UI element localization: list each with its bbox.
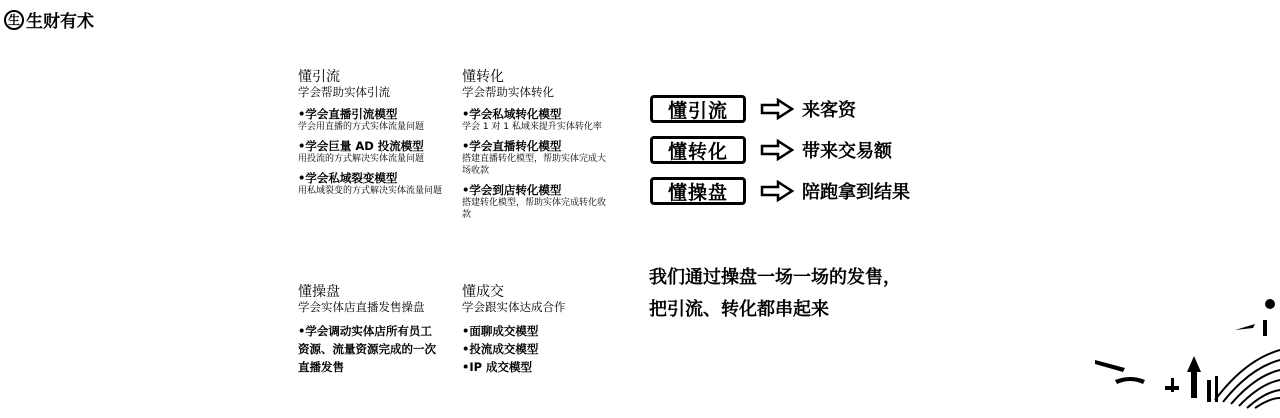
item-title: •学会到店转化模型 — [462, 183, 562, 197]
item-desc: 用私域裂变的方式解决实体流量问题 — [298, 186, 443, 196]
section-title: 懂引流 — [298, 69, 340, 85]
pillar-row — [650, 174, 910, 208]
item-desc: 学会 1 对 1 私域来提升实体转化率 — [462, 122, 602, 132]
pillar-label: 懂引流 — [650, 95, 746, 123]
item-title: •学会巨量 AD 投流模型 — [298, 139, 424, 153]
arrow-right-icon — [760, 180, 794, 202]
section-subtitle: 学会实体店直播发售操盘 — [298, 300, 425, 314]
pillar-label: 懂操盘 — [650, 177, 746, 205]
item-desc: 搭建转化模型，帮助实体完成转化收款 — [462, 198, 607, 220]
list-item — [298, 139, 448, 165]
pillar-result: 带来交易额 — [802, 141, 892, 162]
item-desc: 学会用直播的方式实体流量问题 — [298, 122, 425, 132]
arrow-right-icon — [760, 139, 794, 161]
list-item — [462, 107, 612, 133]
section-caopan — [298, 284, 440, 376]
list-item — [298, 171, 448, 197]
pillar-result: 来客资 — [802, 100, 856, 121]
section-title: 懂操盘 — [298, 284, 340, 300]
section-subtitle: 学会跟实体达成合作 — [462, 300, 566, 314]
list-item — [462, 139, 612, 177]
item-desc: 搭建直播转化模型，帮助实体完成大场收款 — [462, 154, 607, 176]
list-item — [298, 107, 448, 133]
list-item: •投流成交模型 — [462, 342, 539, 356]
list-item: •面聊成交模型 — [462, 324, 539, 338]
pillar-result: 陪跑拿到结果 — [802, 182, 910, 203]
pillar-row — [650, 133, 910, 167]
item-desc: 用投流的方式解决实体流量问题 — [298, 154, 425, 164]
list-item — [462, 183, 612, 221]
pillar-label: 懂转化 — [650, 136, 746, 164]
section-subtitle: 学会帮助实体引流 — [298, 85, 390, 99]
logo-icon: 生 — [4, 10, 24, 30]
section-yinliu — [298, 69, 448, 203]
section-title: 懂成交 — [462, 284, 504, 300]
city-illustration-icon — [1095, 290, 1280, 410]
arrow-right-icon — [760, 98, 794, 120]
item-title: •学会私域转化模型 — [462, 107, 562, 121]
brand-logo — [4, 7, 94, 32]
item-title: •学会直播转化模型 — [462, 139, 562, 153]
section-zhuanhua — [462, 69, 612, 227]
section-subtitle: 学会帮助实体转化 — [462, 85, 554, 99]
logo-text: 生财有术 — [26, 12, 94, 32]
pillar-row — [650, 92, 910, 126]
item-title: •学会私域裂变模型 — [298, 171, 398, 185]
item-title: •学会直播引流模型 — [298, 107, 398, 121]
summary-text — [649, 262, 901, 326]
section-title: 懂转化 — [462, 69, 504, 85]
summary-line: 我们通过操盘一场一场的发售， — [649, 267, 901, 288]
list-item: •学会调动实体店所有员工资源、流量资源完成的一次直播发售 — [298, 324, 436, 374]
pillar-list — [650, 92, 910, 215]
list-item: •IP 成交模型 — [462, 360, 533, 374]
section-chengjiao — [462, 284, 612, 376]
summary-line: 把引流、转化都串起来 — [649, 299, 829, 320]
